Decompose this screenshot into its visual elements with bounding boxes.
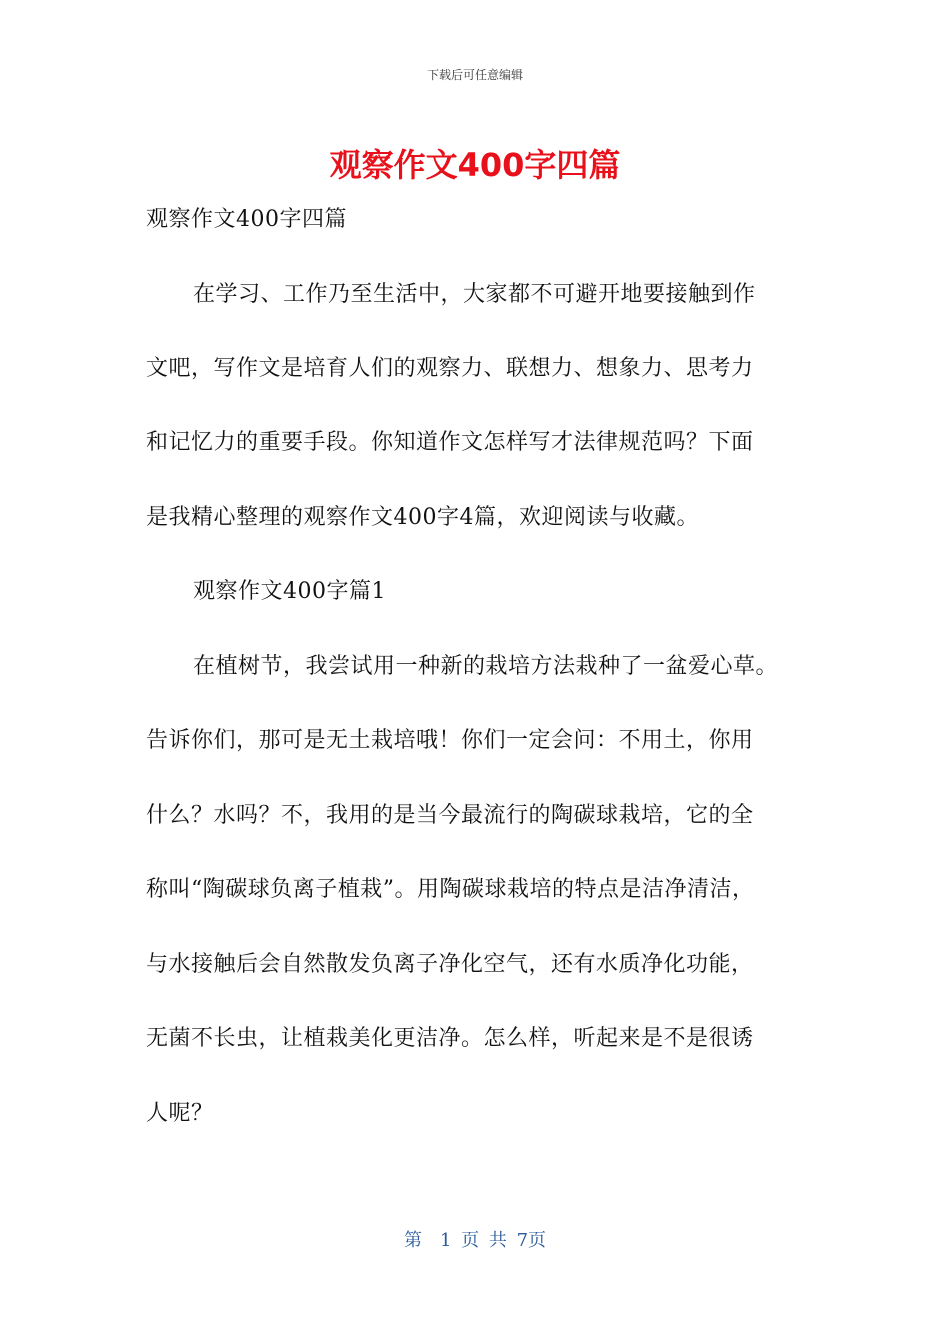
document-title: 观察作文400字四篇 <box>329 146 621 184</box>
paragraph-line: 无菌不长虫，让植栽美化更洁净。怎么样，听起来是不是很诱 <box>146 1026 754 1051</box>
header-note: 下载后可任意编辑 <box>426 68 523 82</box>
paragraph-line: 称叫“陶碳球负离子植栽”。用陶碳球栽培的特点是洁净清洁， <box>146 877 755 902</box>
section-heading: 观察作文400字篇1 <box>193 579 386 604</box>
paragraph-line: 和记忆力的重要手段。你知道作文怎样写才法律规范吗？下面 <box>146 430 754 455</box>
paragraph-line: 告诉你们，那可是无土栽培哦！你们一定会问：不用土，你用 <box>146 728 754 753</box>
paragraph-line: 在植树节，我尝试用一种新的栽培方法栽种了一盆爱心草。 <box>193 654 779 679</box>
paragraph-line: 什么？水吗？不，我用的是当今最流行的陶碳球栽培，它的全 <box>146 803 754 828</box>
paragraph-line: 与水接触后会自然散发负离子净化空气，还有水质净化功能， <box>146 952 754 977</box>
paragraph-line: 人呢？ <box>146 1101 214 1126</box>
page-footer: 第 1 页 共 7页 <box>403 1230 547 1251</box>
paragraph-line: 文吧，写作文是培育人们的观察力、联想力、想象力、思考力 <box>146 356 754 381</box>
paragraph-line: 在学习、工作乃至生活中，大家都不可避开地要接触到作 <box>193 282 756 307</box>
document-subtitle: 观察作文400字四篇 <box>146 207 347 232</box>
paragraph-line: 是我精心整理的观察作文400字4篇，欢迎阅读与收藏。 <box>146 505 699 530</box>
